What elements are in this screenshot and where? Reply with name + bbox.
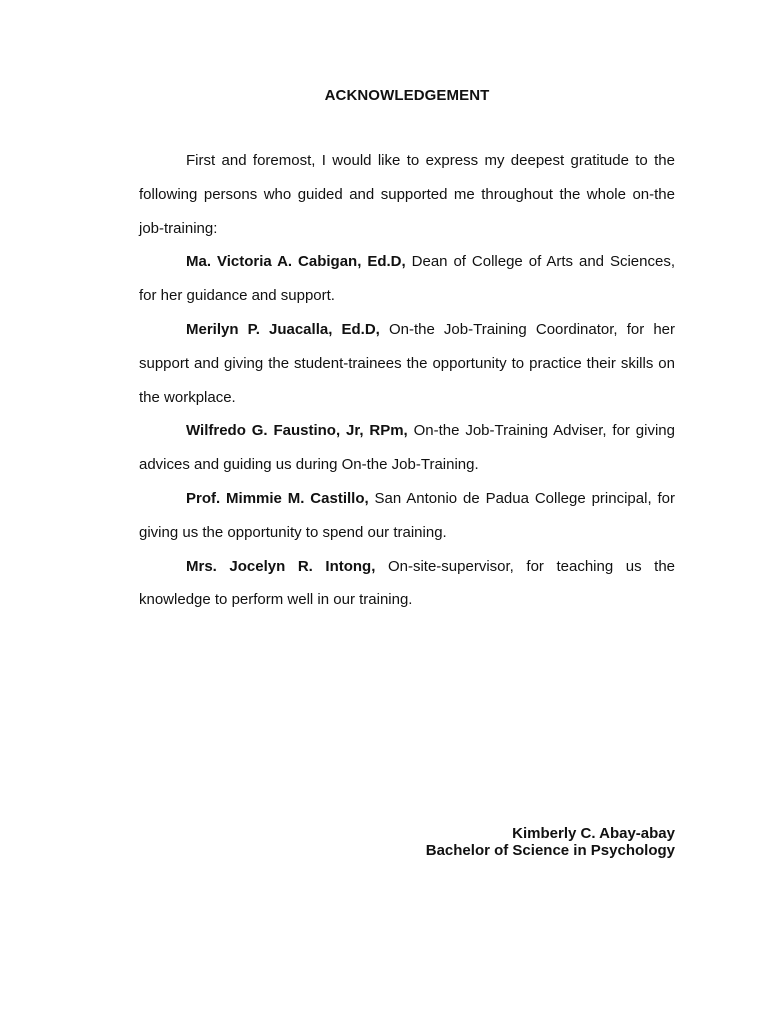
page-title: ACKNOWLEDGEMENT: [324, 87, 490, 104]
acknowledgement-paragraph: [139, 313, 675, 414]
acknowledgement-text: On-the Job-Training Adviser, for giving advices and guiding us during On-the Job-Training.: [139, 422, 675, 474]
signature-block: [426, 825, 675, 859]
acknowledgement-text: Dean of College of Arts and Sciences, for her guidance and support.: [139, 253, 675, 305]
acknowledgement-paragraph: [139, 550, 675, 618]
person-name: Wilfredo G. Faustino, Jr, RPm,: [186, 422, 408, 440]
person-name: Merilyn P. Juacalla, Ed.D,: [186, 320, 380, 338]
person-name: Mrs. Jocelyn R. Intong,: [186, 557, 376, 575]
acknowledgement-text: On-the Job-Training Coordinator, for her support and giving the student-trainees the opportunity to practice their skills on the workplace.: [139, 320, 675, 406]
person-name: Prof. Mimmie M. Castillo,: [186, 489, 369, 507]
acknowledgement-body: [139, 144, 675, 617]
acknowledgement-paragraph: [139, 482, 675, 550]
acknowledgement-paragraph: [139, 245, 675, 313]
acknowledgement-text: San Antonio de Padua College principal, for giving us the opportunity to spend our training.: [139, 489, 675, 541]
signatory-program: Bachelor of Science in Psychology: [425, 842, 675, 859]
signatory-name: Kimberly C. Abay-abay: [512, 825, 675, 842]
intro-paragraph: First and foremost, I would like to express my deepest gratitude to the following persons who guided and supported me throughout the whole on-the job-training:: [139, 152, 675, 237]
acknowledgement-text: On-site-supervisor, for teaching us the knowledge to perform well in our training.: [139, 557, 676, 609]
person-name: Ma. Victoria A. Cabigan, Ed.D,: [186, 253, 406, 271]
acknowledgement-paragraph: [139, 414, 675, 482]
